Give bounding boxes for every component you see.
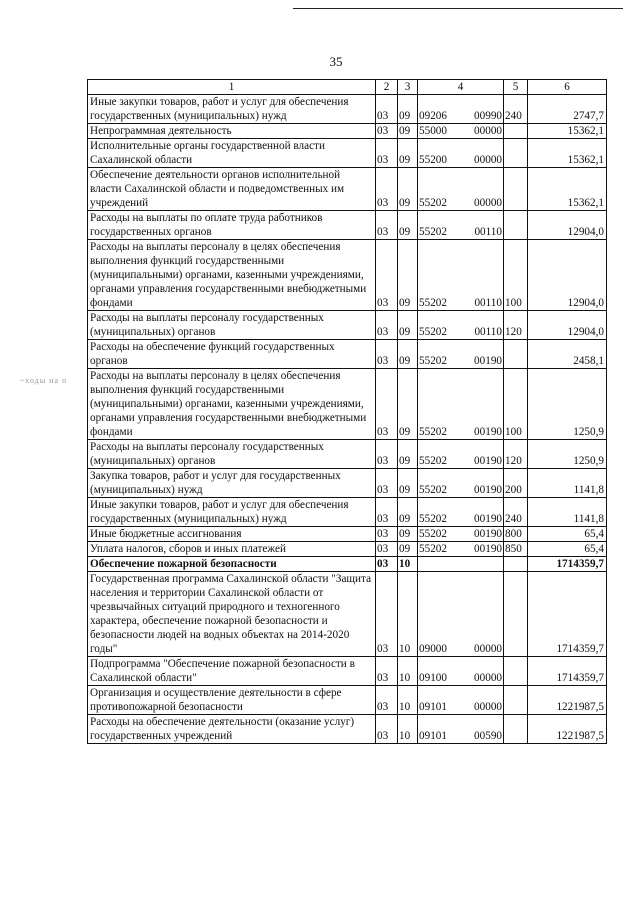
top-rule [293, 8, 623, 9]
row-name: Расходы на обеспечение деятельности (оказание услуг) государственных учреждений [88, 715, 376, 744]
row-direction-code: 00000 [474, 643, 502, 655]
row-target-code [418, 95, 504, 124]
row-section: 03 [376, 557, 398, 572]
row-expense-type [504, 124, 528, 139]
row-subsection: 09 [398, 498, 418, 527]
row-target-code [418, 657, 504, 686]
row-section: 03 [376, 95, 398, 124]
row-name: Подпрограмма "Обеспечение пожарной безопасности в Сахалинской области" [88, 657, 376, 686]
row-program-code: 09101 [419, 730, 447, 742]
row-name: Расходы на выплаты персоналу государственных (муниципальных) органов [88, 311, 376, 340]
row-direction-code: 00000 [474, 154, 502, 166]
row-direction-code: 00110 [474, 326, 502, 338]
row-amount: 1714359,7 [528, 572, 607, 657]
header-col-6: 6 [528, 80, 607, 95]
row-subsection: 09 [398, 542, 418, 557]
row-subsection: 09 [398, 311, 418, 340]
row-subsection: 09 [398, 211, 418, 240]
header-col-1: 1 [88, 80, 376, 95]
row-direction-code: 00190 [474, 484, 502, 496]
row-amount: 1141,8 [528, 498, 607, 527]
row-subsection: 09 [398, 168, 418, 211]
row-subsection: 09 [398, 95, 418, 124]
row-program-code: 55000 [419, 125, 447, 137]
header-col-4: 4 [418, 80, 504, 95]
row-subsection: 10 [398, 572, 418, 657]
table-row [88, 657, 607, 686]
table-row [88, 527, 607, 542]
row-program-code: 09206 [419, 110, 447, 122]
row-name: Расходы на выплаты персоналу в целях обеспечения выполнения функций государственными (муниципальными) органами, казенными учреждениями, органами управления государственными внебюджетными фондами [88, 369, 376, 440]
row-direction-code: 00000 [474, 125, 502, 137]
row-subsection: 09 [398, 527, 418, 542]
row-name: Иные бюджетные ассигнования [88, 527, 376, 542]
row-program-code: 55200 [419, 154, 447, 166]
row-target-code [418, 542, 504, 557]
row-section: 03 [376, 469, 398, 498]
row-section: 03 [376, 686, 398, 715]
row-program-code: 55202 [419, 297, 447, 309]
row-program-code: 55202 [419, 197, 447, 209]
row-name: Государственная программа Сахалинской области "Защита населения и территории Сахалинской области от чрезвычайных ситуаций природного и техногенного характера, обеспечение пожарной безопасности и безопасности людей на водных объектах на 2014-2020 годы" [88, 572, 376, 657]
page-number: 35 [329, 54, 343, 69]
row-expense-type [504, 686, 528, 715]
row-amount: 12904,0 [528, 240, 607, 311]
table-row [88, 715, 607, 744]
header-col-5: 5 [504, 80, 528, 95]
row-amount: 2458,1 [528, 340, 607, 369]
row-subsection: 09 [398, 440, 418, 469]
row-expense-type: 100 [504, 369, 528, 440]
row-expense-type [504, 139, 528, 168]
row-section: 03 [376, 340, 398, 369]
row-target-code [418, 240, 504, 311]
row-program-code: 55202 [419, 455, 447, 467]
row-program-code: 55202 [419, 355, 447, 367]
table-row [88, 572, 607, 657]
row-target-code [418, 211, 504, 240]
row-target-code [418, 498, 504, 527]
row-subsection: 10 [398, 686, 418, 715]
row-amount: 1250,9 [528, 440, 607, 469]
table-row [88, 498, 607, 527]
row-program-code: 55202 [419, 513, 447, 525]
row-name: Обеспечение пожарной безопасности [88, 557, 376, 572]
row-expense-type [504, 715, 528, 744]
row-section: 03 [376, 572, 398, 657]
row-amount: 65,4 [528, 527, 607, 542]
row-target-code [418, 369, 504, 440]
row-amount: 2747,7 [528, 95, 607, 124]
header-col-3: 3 [398, 80, 418, 95]
row-subsection: 10 [398, 657, 418, 686]
row-amount: 1250,9 [528, 369, 607, 440]
row-expense-type: 120 [504, 311, 528, 340]
table-row [88, 95, 607, 124]
table-row [88, 440, 607, 469]
row-program-code: 09101 [419, 701, 447, 713]
row-expense-type [504, 168, 528, 211]
row-program-code: 55202 [419, 484, 447, 496]
row-expense-type: 200 [504, 469, 528, 498]
table-row [88, 168, 607, 211]
row-direction-code: 00190 [474, 528, 502, 540]
row-program-code: 09100 [419, 672, 447, 684]
table-row [88, 340, 607, 369]
row-direction-code: 00110 [474, 297, 502, 309]
row-target-code [418, 311, 504, 340]
row-subsection: 09 [398, 469, 418, 498]
row-direction-code: 00190 [474, 355, 502, 367]
header-col-2: 2 [376, 80, 398, 95]
row-expense-type: 800 [504, 527, 528, 542]
row-subsection: 09 [398, 369, 418, 440]
row-amount: 15362,1 [528, 124, 607, 139]
row-direction-code: 00000 [474, 197, 502, 209]
row-expense-type [504, 572, 528, 657]
row-name: Расходы на обеспечение функций государственных органов [88, 340, 376, 369]
row-subsection: 09 [398, 340, 418, 369]
row-target-code [418, 440, 504, 469]
row-amount: 1714359,7 [528, 557, 607, 572]
row-section: 03 [376, 311, 398, 340]
budget-table [87, 79, 607, 744]
row-direction-code: 00190 [474, 513, 502, 525]
row-amount: 12904,0 [528, 311, 607, 340]
row-target-code [418, 469, 504, 498]
row-subsection: 10 [398, 715, 418, 744]
table-row [88, 311, 607, 340]
table-row [88, 542, 607, 557]
scan-smudge: ~ходы на о [20, 376, 68, 385]
row-name: Непрограммная деятельность [88, 124, 376, 139]
row-section: 03 [376, 498, 398, 527]
row-section: 03 [376, 715, 398, 744]
table-row [88, 124, 607, 139]
table-row [88, 211, 607, 240]
row-amount: 12904,0 [528, 211, 607, 240]
table-header-row [88, 80, 607, 95]
row-program-code: 55202 [419, 543, 447, 555]
row-section: 03 [376, 440, 398, 469]
row-subsection: 10 [398, 557, 418, 572]
row-target-code [418, 124, 504, 139]
row-section: 03 [376, 369, 398, 440]
row-direction-code: 00990 [474, 110, 502, 122]
row-expense-type [504, 657, 528, 686]
row-name: Иные закупки товаров, работ и услуг для обеспечения государственных (муниципальных) нужд [88, 498, 376, 527]
row-amount: 1141,8 [528, 469, 607, 498]
row-subsection: 09 [398, 139, 418, 168]
row-target-code [418, 715, 504, 744]
row-amount: 1221987,5 [528, 715, 607, 744]
row-program-code: 55202 [419, 528, 447, 540]
row-program-code: 55202 [419, 426, 447, 438]
row-subsection: 09 [398, 240, 418, 311]
row-expense-type: 240 [504, 95, 528, 124]
row-amount: 1221987,5 [528, 686, 607, 715]
row-name: Закупка товаров, работ и услуг для государственных (муниципальных) нужд [88, 469, 376, 498]
row-amount: 15362,1 [528, 139, 607, 168]
row-target-code [418, 572, 504, 657]
row-target-code [418, 557, 504, 572]
row-section: 03 [376, 527, 398, 542]
row-name: Обеспечение деятельности органов исполнительной власти Сахалинской области и подведомственных им учреждений [88, 168, 376, 211]
row-amount: 65,4 [528, 542, 607, 557]
row-expense-type: 240 [504, 498, 528, 527]
row-name: Расходы на выплаты по оплате труда работников государственных органов [88, 211, 376, 240]
row-section: 03 [376, 240, 398, 311]
row-direction-code: 00190 [474, 426, 502, 438]
row-name: Расходы на выплаты персоналу в целях обеспечения выполнения функций государственными (муниципальными) органами, казенными учреждениями, органами управления государственными внебюджетными фондами [88, 240, 376, 311]
row-name: Иные закупки товаров, работ и услуг для обеспечения государственных (муниципальных) нужд [88, 95, 376, 124]
row-program-code: 09000 [419, 643, 447, 655]
row-name: Уплата налогов, сборов и иных платежей [88, 542, 376, 557]
row-section: 03 [376, 168, 398, 211]
row-direction-code: 00190 [474, 543, 502, 555]
row-expense-type: 100 [504, 240, 528, 311]
row-expense-type: 850 [504, 542, 528, 557]
row-direction-code: 00000 [474, 672, 502, 684]
row-target-code [418, 168, 504, 211]
row-name: Организация и осуществление деятельности в сфере противопожарной безопасности [88, 686, 376, 715]
row-section: 03 [376, 211, 398, 240]
table-row [88, 469, 607, 498]
row-name: Исполнительные органы государственной власти Сахалинской области [88, 139, 376, 168]
row-program-code: 55202 [419, 226, 447, 238]
row-expense-type [504, 557, 528, 572]
table-row [88, 557, 607, 572]
row-expense-type: 120 [504, 440, 528, 469]
table-row [88, 139, 607, 168]
row-direction-code: 00190 [474, 455, 502, 467]
row-amount: 1714359,7 [528, 657, 607, 686]
table-row [88, 686, 607, 715]
row-program-code: 55202 [419, 326, 447, 338]
row-amount: 15362,1 [528, 168, 607, 211]
row-target-code [418, 686, 504, 715]
row-section: 03 [376, 139, 398, 168]
row-subsection: 09 [398, 124, 418, 139]
row-expense-type [504, 340, 528, 369]
table-row [88, 369, 607, 440]
table-row [88, 240, 607, 311]
row-direction-code: 00000 [474, 701, 502, 713]
row-target-code [418, 139, 504, 168]
row-name: Расходы на выплаты персоналу государственных (муниципальных) органов [88, 440, 376, 469]
row-section: 03 [376, 657, 398, 686]
row-direction-code: 00590 [474, 730, 502, 742]
row-section: 03 [376, 542, 398, 557]
row-target-code [418, 527, 504, 542]
row-direction-code: 00110 [474, 226, 502, 238]
row-expense-type [504, 211, 528, 240]
row-section: 03 [376, 124, 398, 139]
row-target-code [418, 340, 504, 369]
